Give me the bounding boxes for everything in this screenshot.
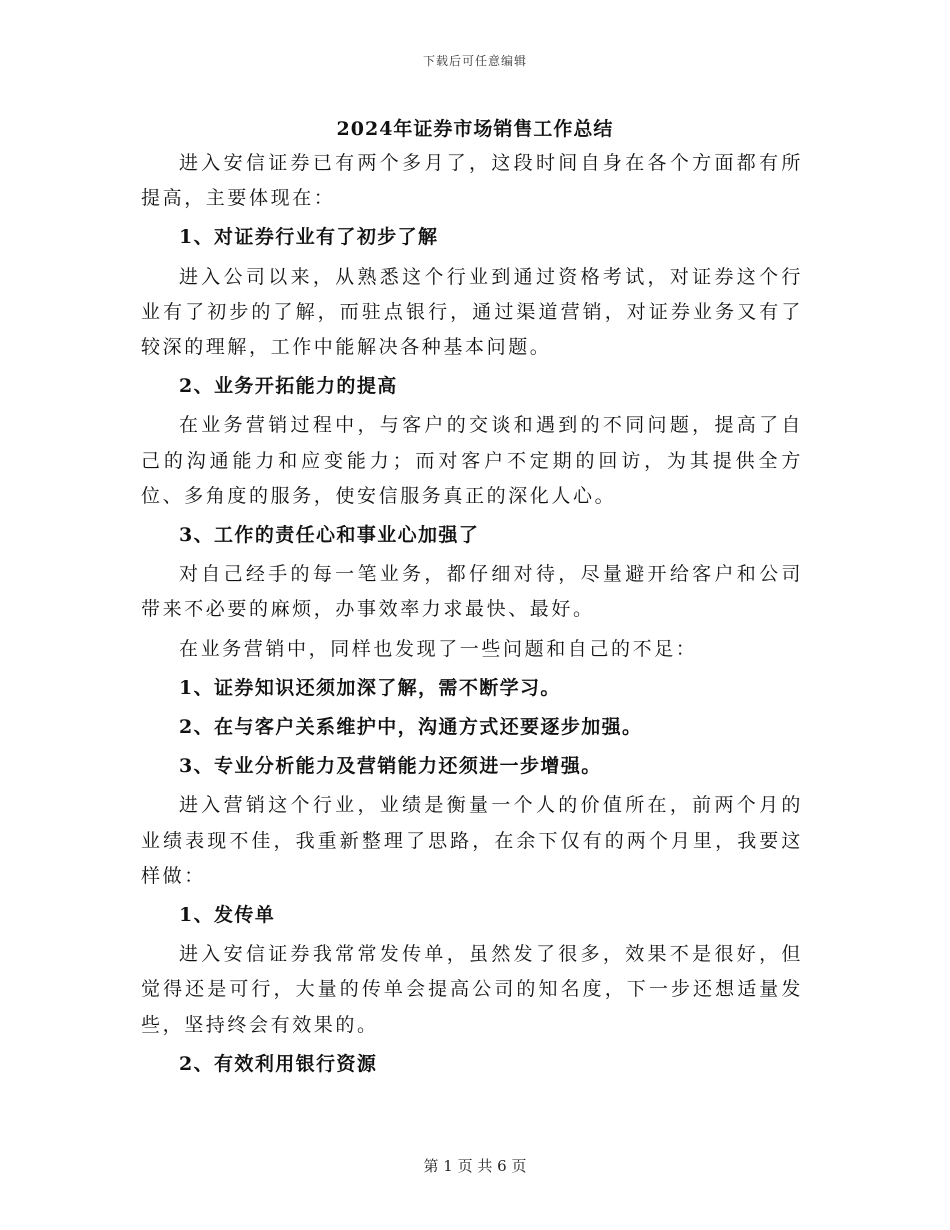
body-paragraph: 在业务营销过程中，与客户的交谈和遇到的不同问题，提高了自己的沟通能力和应变能力；而对客户不定期的回访，为其提供全方位、多角度的服务，使安信服务真正的深化人心。: [141, 414, 803, 507]
document-title: 2024年证券市场销售工作总结: [336, 118, 614, 140]
section-heading: 3、工作的责任心和事业心加强了: [179, 524, 480, 547]
page-footer: 第 1 页 共 6 页: [423, 1157, 527, 1175]
document-body: [141, 146, 803, 1082]
shortcoming-item: 1、证券知识还须加深了解，需不断学习。: [179, 676, 561, 699]
plan-heading: 1、发传单: [179, 904, 276, 927]
body-paragraph: 进入安信证券我常常发传单，虽然发了很多，效果不是很好，但觉得还是可行，大量的传单会提高公司的知名度，下一步还想适量发些，坚持终会有效果的。: [141, 943, 803, 1036]
shortcoming-item: 2、在与客户关系维护中，沟通方式还要逐步加强。: [179, 716, 643, 739]
section-heading: 1、对证券行业有了初步了解: [179, 226, 439, 249]
plan-heading: 2、有效利用银行资源: [179, 1052, 378, 1075]
body-paragraph: 进入营销这个行业，业绩是衡量一个人的价值所在，前两个月的业绩表现不佳，我重新整理了思路，在余下仅有的两个月里，我要这样做：: [141, 794, 803, 887]
header-note: 下载后可任意编辑: [422, 54, 527, 68]
body-paragraph: 在业务营销中，同样也发现了一些问题和自己的不足：: [179, 637, 698, 660]
body-paragraph: 进入公司以来，从熟悉这个行业到通过资格考试，对证券这个行业有了初步的了解，而驻点银行，通过渠道营销，对证券业务又有了较深的理解，工作中能解决各种基本问题。: [141, 265, 803, 359]
section-heading: 2、业务开拓能力的提高: [179, 375, 398, 398]
shortcoming-item: 3、专业分析能力及营销能力还须进一步增强。: [179, 755, 602, 778]
intro-paragraph: 进入安信证券已有两个多月了，这段时间自身在各个方面都有所提高，主要体现在：: [141, 152, 803, 210]
body-paragraph: 对自己经手的每一笔业务，都仔细对待，尽量避开给客户和公司带来不必要的麻烦，办事效率力求最快、最好。: [141, 563, 803, 621]
